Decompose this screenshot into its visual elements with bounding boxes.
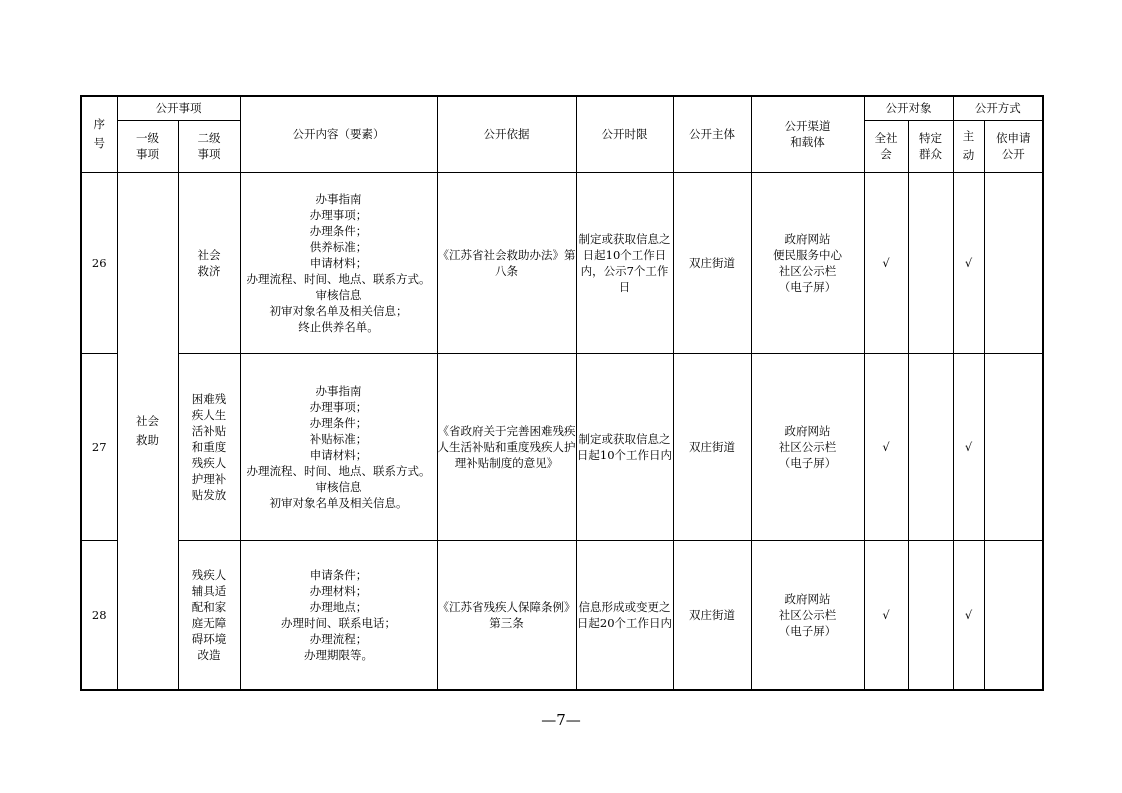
row-method-request (984, 540, 1043, 690)
header-matters: 公开事项 (117, 96, 240, 120)
disclosure-table-page (80, 95, 1044, 691)
content-line: 办理事项； (309, 399, 368, 414)
row-method-active: √ (953, 353, 984, 540)
level1-cell: 社会救助 (117, 172, 178, 690)
row-content (240, 540, 437, 690)
content-line: 办理流程； (309, 631, 368, 646)
row-time-limit: 信息形成或变更之日起20个工作日内 (576, 540, 673, 690)
row-subject: 双庄街道 (673, 172, 751, 353)
content-line: 初审对象名单及相关信息。 (269, 495, 408, 510)
content-line: 申请材料； (309, 255, 368, 270)
channel-line: （电子屏） (778, 623, 837, 638)
row-audience-all: √ (864, 540, 908, 690)
content-line: 初审对象名单及相关信息； (269, 303, 408, 318)
content-line: 办理时间、联系电话； (281, 615, 396, 630)
row-channel (751, 353, 864, 540)
row-subject: 双庄街道 (673, 353, 751, 540)
content-line: 终止供养名单。 (298, 319, 379, 334)
channel-line: （电子屏） (778, 279, 837, 294)
row-basis: 《省政府关于完善困难残疾人生活补贴和重度残疾人护理补贴制度的意见》 (437, 353, 576, 540)
row-audience-all: √ (864, 353, 908, 540)
table-row (81, 172, 1043, 353)
table-row (81, 540, 1043, 690)
channel-line: 社区公示栏 (778, 607, 837, 622)
row-audience-all: √ (864, 172, 908, 353)
header-channel: 公开渠道和载体 (751, 96, 864, 172)
channel-line: 政府网站 (784, 231, 831, 246)
content-line: 办理流程、时间、地点、联系方式。 (246, 463, 431, 478)
header-basis: 公开依据 (437, 96, 576, 172)
row-seq: 28 (81, 540, 117, 690)
header-method-active: 主动 (953, 120, 984, 172)
row-channel (751, 540, 864, 690)
channel-line: 社区公示栏 (778, 263, 837, 278)
content-line: 申请材料； (309, 447, 368, 462)
channel-line: （电子屏） (778, 455, 837, 470)
row-audience-specific (908, 353, 953, 540)
row-basis: 《江苏省残疾人保障条例》第三条 (437, 540, 576, 690)
content-line: 办理事项； (309, 207, 368, 222)
header-seq: 序号 (81, 96, 117, 172)
row-time-limit: 制定或获取信息之日起10个工作日内，公示7个工作日 (576, 172, 673, 353)
row-basis: 《江苏省社会救助办法》第八条 (437, 172, 576, 353)
content-line: 办理材料； (309, 583, 368, 598)
row-content (240, 172, 437, 353)
row-method-active: √ (953, 540, 984, 690)
header-method-request: 依申请公开 (984, 120, 1043, 172)
row-content (240, 353, 437, 540)
content-line: 办理条件； (309, 415, 368, 430)
header-audience-specific: 特定群众 (908, 120, 953, 172)
row-seq: 27 (81, 353, 117, 540)
content-line: 审核信息 (315, 479, 362, 494)
header-audience-all: 全社会 (864, 120, 908, 172)
content-line: 办理期限等。 (304, 647, 373, 662)
content-line: 办事指南 (315, 383, 362, 398)
row-method-active: √ (953, 172, 984, 353)
header-subject: 公开主体 (673, 96, 751, 172)
content-line: 补贴标准； (309, 431, 368, 446)
channel-line: 社区公示栏 (778, 439, 837, 454)
header-time-limit: 公开时限 (576, 96, 673, 172)
channel-line: 政府网站 (784, 591, 831, 606)
content-line: 办事指南 (315, 191, 362, 206)
table-row (81, 353, 1043, 540)
row-subject: 双庄街道 (673, 540, 751, 690)
content-line: 办理地点； (309, 599, 368, 614)
content-line: 办理条件； (309, 223, 368, 238)
row-audience-specific (908, 172, 953, 353)
header-audience: 公开对象 (864, 96, 953, 120)
row-level2: 社会救济 (178, 172, 240, 353)
row-level2: 困难残疾人生活补贴和重度残疾人护理补贴发放 (178, 353, 240, 540)
row-method-request (984, 353, 1043, 540)
row-time-limit: 制定或获取信息之日起10个工作日内 (576, 353, 673, 540)
page-number: —7— (541, 711, 581, 729)
channel-line: 便民服务中心 (773, 247, 842, 262)
content-line: 办理流程、时间、地点、联系方式。 (246, 271, 431, 286)
row-channel (751, 172, 864, 353)
row-method-request (984, 172, 1043, 353)
content-line: 申请条件； (309, 567, 368, 582)
row-seq: 26 (81, 172, 117, 353)
header-method: 公开方式 (953, 96, 1043, 120)
content-line: 审核信息 (315, 287, 362, 302)
row-level2: 残疾人辅具适配和家庭无障碍环境改造 (178, 540, 240, 690)
channel-line: 政府网站 (784, 423, 831, 438)
header-level2: 二级事项 (178, 120, 240, 172)
header-content: 公开内容（要素） (240, 96, 437, 172)
header-level1: 一级事项 (117, 120, 178, 172)
disclosure-table (80, 95, 1044, 691)
row-audience-specific (908, 540, 953, 690)
content-line: 供养标准； (309, 239, 368, 254)
